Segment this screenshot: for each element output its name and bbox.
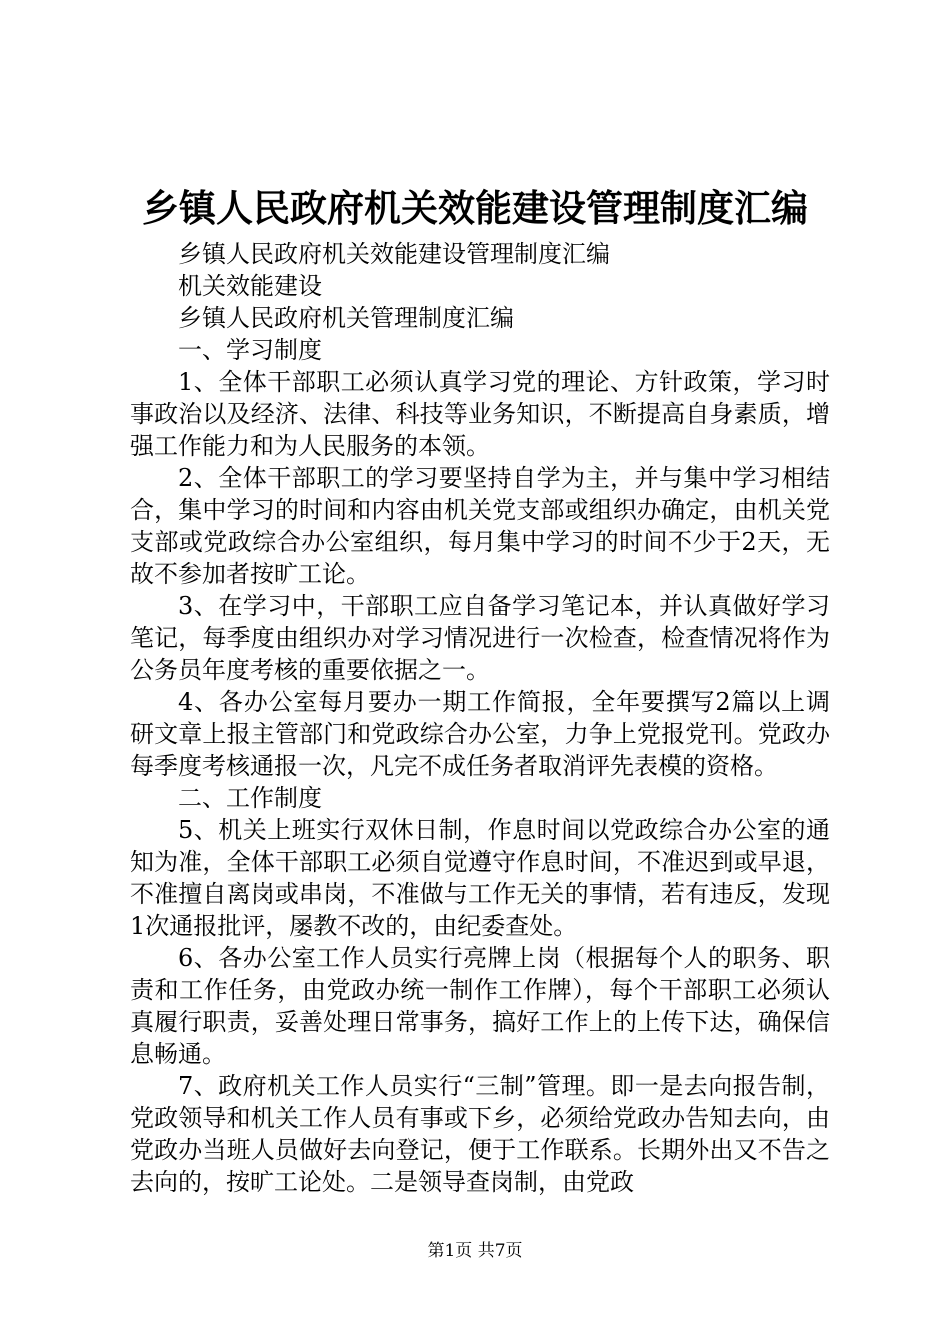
section-heading: 一、学习制度 [178, 336, 322, 364]
subtitle-line: 乡镇人民政府机关效能建设管理制度汇编 [178, 240, 610, 268]
paragraph: 2、全体干部职工的学习要坚持自学为主，并与集中学习相结合，集中学习的时间和内容由机关党支部或组织办确定，由机关党支部或党政综合办公室组织，每月集中学习的时间不少于2天，无故不参加者按旷工论。 [130, 464, 830, 588]
paragraph: 7、政府机关工作人员实行“三制”管理。即一是去向报告制，党政领导和机关工作人员有事或下乡，必须给党政办告知去向，由党政办当班人员做好去向登记，便于工作联系。长期外出又不告之去向的，按旷工论处。二是领导查岗制，由党政 [130, 1072, 830, 1196]
paragraph: 4、各办公室每月要办一期工作简报，全年要撰写2篇以上调研文章上报主管部门和党政综合办公室，力争上党报党刊。党政办每季度考核通报一次，凡完不成任务者取消评先表模的资格。 [130, 688, 830, 780]
document-body [130, 238, 830, 1198]
document-title: 乡镇人民政府机关效能建设管理制度汇编 [142, 186, 808, 230]
paragraph: 6、各办公室工作人员实行亮牌上岗（根据每个人的职务、职责和工作任务，由党政办统一制作工作牌），每个干部职工必须认真履行职责，妥善处理日常事务，搞好工作上的上传下达，确保信息畅通。 [130, 944, 830, 1068]
subtitle-line: 机关效能建设 [178, 272, 322, 300]
paragraph: 3、在学习中，干部职工应自备学习笔记本，并认真做好学习笔记，每季度由组织办对学习情况进行一次检查，检查情况将作为公务员年度考核的重要依据之一。 [130, 592, 830, 684]
section-heading: 二、工作制度 [178, 784, 322, 812]
paragraph: 5、机关上班实行双休日制，作息时间以党政综合办公室的通知为准，全体干部职工必须自觉遵守作息时间，不准迟到或早退，不准擅自离岗或串岗，不准做与工作无关的事情，若有违反，发现1次通报批评，屡教不改的，由纪委查处。 [130, 816, 830, 940]
page-footer: 第1页 共7页 [427, 1241, 523, 1261]
paragraph: 1、全体干部职工必须认真学习党的理论、方针政策，学习时事政治以及经济、法律、科技等业务知识，不断提高自身素质，增强工作能力和为人民服务的本领。 [130, 368, 830, 460]
subtitle-line: 乡镇人民政府机关管理制度汇编 [178, 304, 514, 332]
